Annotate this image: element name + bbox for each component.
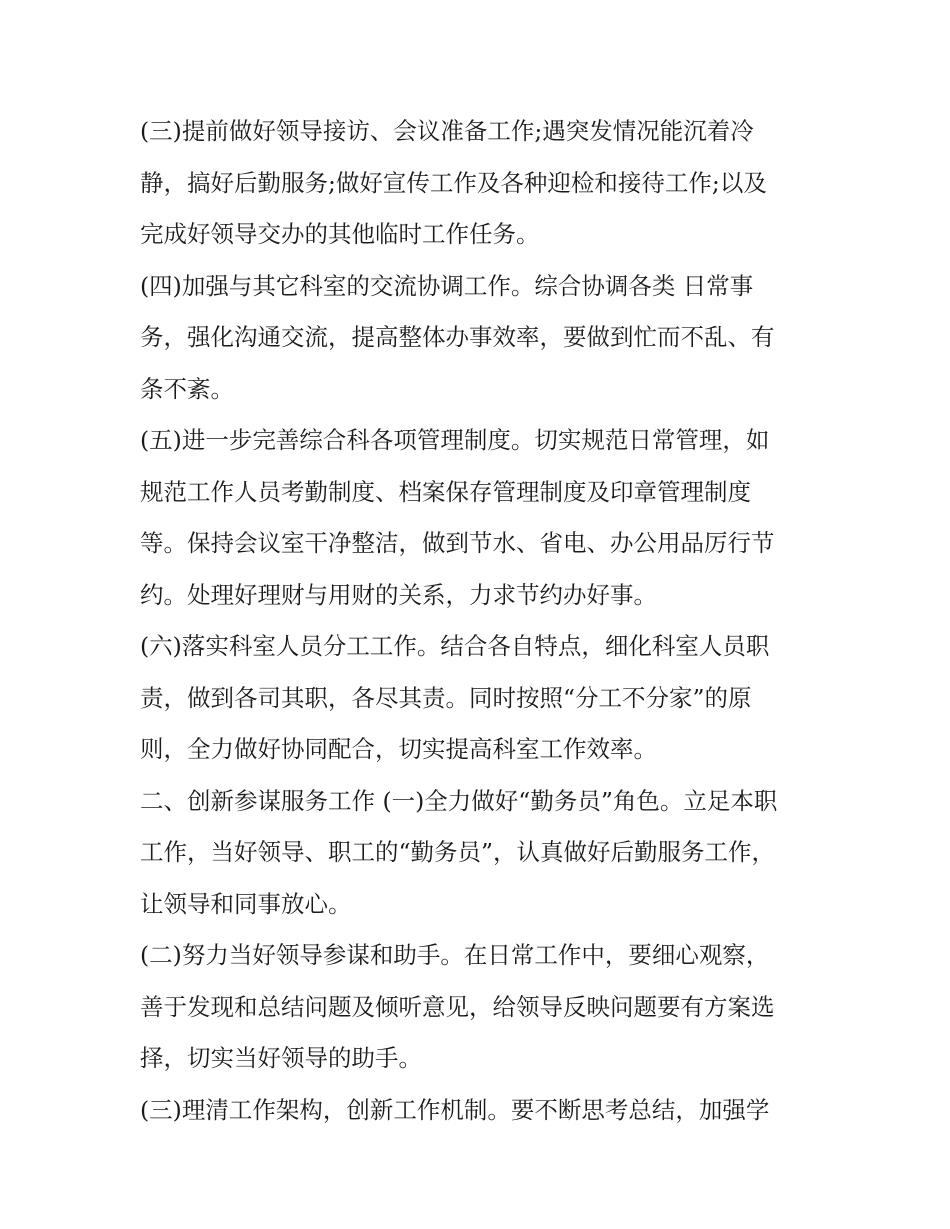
text-line: (二)努力当好领导参谋和助手。在日常工作中，要细心观察， <box>140 941 770 969</box>
text-line: 条不紊。 <box>140 374 234 403</box>
text-line: (三)提前做好领导接访、会议准备工作;遇突发情况能沉着冷 <box>140 117 754 145</box>
text-line: 完成好领导交办的其他临时工作任务。 <box>140 220 540 248</box>
text-line: 静，搞好后勤服务;做好宣传工作及各种迎检和接待工作;以及 <box>140 168 767 197</box>
text-line: 等。保持会议室干净整洁，做到节水、省电、办公用品厉行节 <box>140 529 775 557</box>
text-line: 工作，当好领导、职工的“勤务员”，认真做好后勤服务工作， <box>140 838 776 866</box>
text-line: 务，强化沟通交流，提高整体办事效率，要做到忙而不乱、有 <box>140 323 775 351</box>
text-line: 二、创新参谋服务工作 (一)全力做好“勤务员”角色。立足本职 <box>140 786 778 815</box>
text-line: 择，切实当好领导的助手。 <box>140 1044 422 1072</box>
text-line: (六)落实科室人员分工工作。结合各自特点，细化科室人员职 <box>140 632 770 660</box>
text-line: 则，全力做好协同配合，切实提高科室工作效率。 <box>140 735 657 763</box>
text-line: (四)加强与其它科室的交流协调工作。综合协调各类 日常事 <box>140 271 754 300</box>
text-line: 善于发现和总结问题及倾听意见，给领导反映问题要有方案选 <box>140 992 775 1021</box>
text-line: (三)理清工作架构，创新工作机制。要不断思考总结，加强学 <box>140 1095 770 1124</box>
text-line: (五)进一步完善综合科各项管理制度。切实规范日常管理，如 <box>140 426 770 454</box>
text-line: 责，做到各司其职，各尽其责。同时按照“分工不分家”的原 <box>140 683 752 712</box>
text-line: 规范工作人员考勤制度、档案保存管理制度及印章管理制度 <box>140 477 751 506</box>
document-body <box>140 106 820 1136</box>
text-line: 约。处理好理财与用财的关系，力求节约办好事。 <box>140 580 657 609</box>
text-line: 让领导和同事放心。 <box>140 889 352 918</box>
